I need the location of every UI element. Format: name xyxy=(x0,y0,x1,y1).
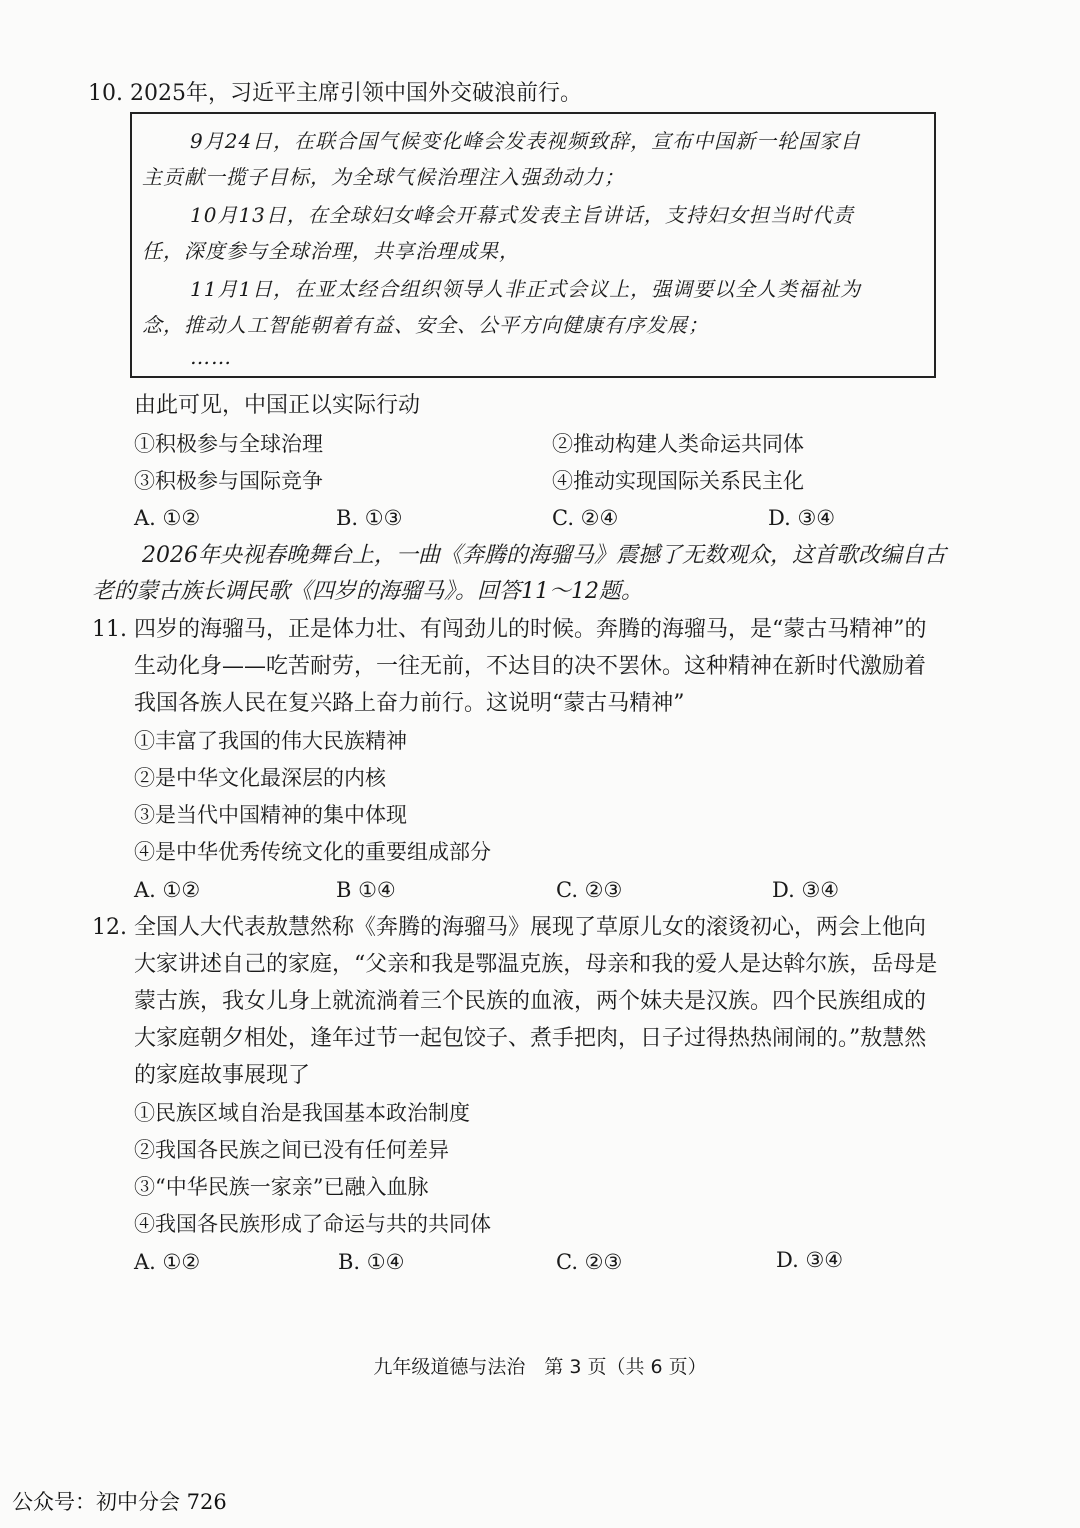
q11-option-a: A. ①② xyxy=(134,878,201,902)
q12-item: ③“中华民族一家亲”已融入血脉 xyxy=(134,1175,429,1199)
q12-option-d: D. ③④ xyxy=(776,1248,844,1272)
q12-option-b: B. ①④ xyxy=(338,1250,405,1274)
q12-stem-line: 12. 全国人大代表敖慧然称《奔腾的海骝马》展现了草原儿女的滚烫初心，两会上他向 xyxy=(92,915,926,940)
q12-item: ①民族区域自治是我国基本政治制度 xyxy=(134,1101,470,1125)
q10-item: ②推动构建人类命运共同体 xyxy=(552,432,804,456)
q11-item: ①丰富了我国的伟大民族精神 xyxy=(134,729,407,753)
q12-item: ④我国各民族形成了命运与共的共同体 xyxy=(134,1212,491,1236)
q10-option-d: D. ③④ xyxy=(768,506,836,530)
q11-item: ②是中华文化最深层的内核 xyxy=(134,766,386,790)
q11-item: ④是中华优秀传统文化的重要组成部分 xyxy=(134,840,491,864)
q11-stem-line: 我国各族人民在复兴路上奋力前行。这说明“蒙古马精神” xyxy=(134,691,685,716)
q12-stem-line: 的家庭故事展现了 xyxy=(134,1063,311,1088)
q10-stem: 10. 2025年，习近平主席引领中国外交破浪前行。 xyxy=(88,81,582,106)
q12-item: ②我国各民族之间已没有任何差异 xyxy=(134,1138,449,1162)
box-line: 任，深度参与全球治理，共享治理成果， xyxy=(142,239,520,263)
q10-option-b: B. ①③ xyxy=(336,506,403,530)
q11-option-d: D. ③④ xyxy=(772,878,840,902)
watermark-text: 公众号：初中分会 726 xyxy=(12,1490,227,1514)
q12-stem-line: 蒙古族，我女儿身上就流淌着三个民族的血液，两个妹夫是汉族。四个民族组成的 xyxy=(134,989,927,1014)
box-line: 10月13日，在全球妇女峰会开幕式发表主旨讲话，支持妇女担当时代责 xyxy=(190,203,854,227)
q12-stem-line: 大家讲述自己的家庭，“父亲和我是鄂温克族，母亲和我的爱人是达斡尔族，岳母是 xyxy=(134,952,938,977)
q11-option-b: B ①④ xyxy=(336,878,396,902)
box-line: 念，推动人工智能朝着有益、安全、公平方向健康有序发展； xyxy=(142,313,709,337)
q11-item: ③是当代中国精神的集中体现 xyxy=(134,803,407,827)
box-line: …… xyxy=(190,345,232,369)
q11-stem-line: 生动化身——吃苦耐劳，一往无前，不达目的决不罢休。这种精神在新时代激励着 xyxy=(134,654,927,679)
q11-stem-line: 11. 四岁的海骝马，正是体力壮、有闯劲儿的时候。奔腾的海骝马，是“蒙古马精神”的 xyxy=(92,617,927,642)
box-line: 11月1日，在亚太经合组织领导人非正式会议上，强调要以全人类福祉为 xyxy=(190,277,862,301)
q11-option-c: C. ②③ xyxy=(556,878,623,902)
q12-option-c: C. ②③ xyxy=(556,1250,623,1274)
intro-line: 老的蒙古族长调民歌《四岁的海骝马》。回答11～12题。 xyxy=(92,579,643,604)
q10-option-c: C. ②④ xyxy=(552,506,619,530)
q10-lead: 由此可见，中国正以实际行动 xyxy=(134,393,421,418)
box-line: 主贡献一揽子目标，为全球气候治理注入强劲动力； xyxy=(142,165,625,189)
q12-stem-line: 大家庭朝夕相处，逢年过节一起包饺子、煮手把肉，日子过得热热闹闹的。”敖慧然 xyxy=(134,1026,927,1051)
q10-item: ①积极参与全球治理 xyxy=(134,432,323,456)
q10-option-a: A. ①② xyxy=(134,506,201,530)
q10-item: ④推动实现国际关系民主化 xyxy=(552,469,804,493)
page-footer: 九年级道德与法治 第 3 页（共 6 页） xyxy=(373,1356,707,1378)
q10-item: ③积极参与国际竞争 xyxy=(134,469,323,493)
box-line: 9月24日，在联合国气候变化峰会发表视频致辞，宣布中国新一轮国家自 xyxy=(190,129,862,153)
q10-material-box xyxy=(130,112,936,378)
intro-line: 2026年央视春晚舞台上，一曲《奔腾的海骝马》震撼了无数观众，这首歌改编自古 xyxy=(142,543,946,568)
q12-option-a: A. ①② xyxy=(134,1250,201,1274)
